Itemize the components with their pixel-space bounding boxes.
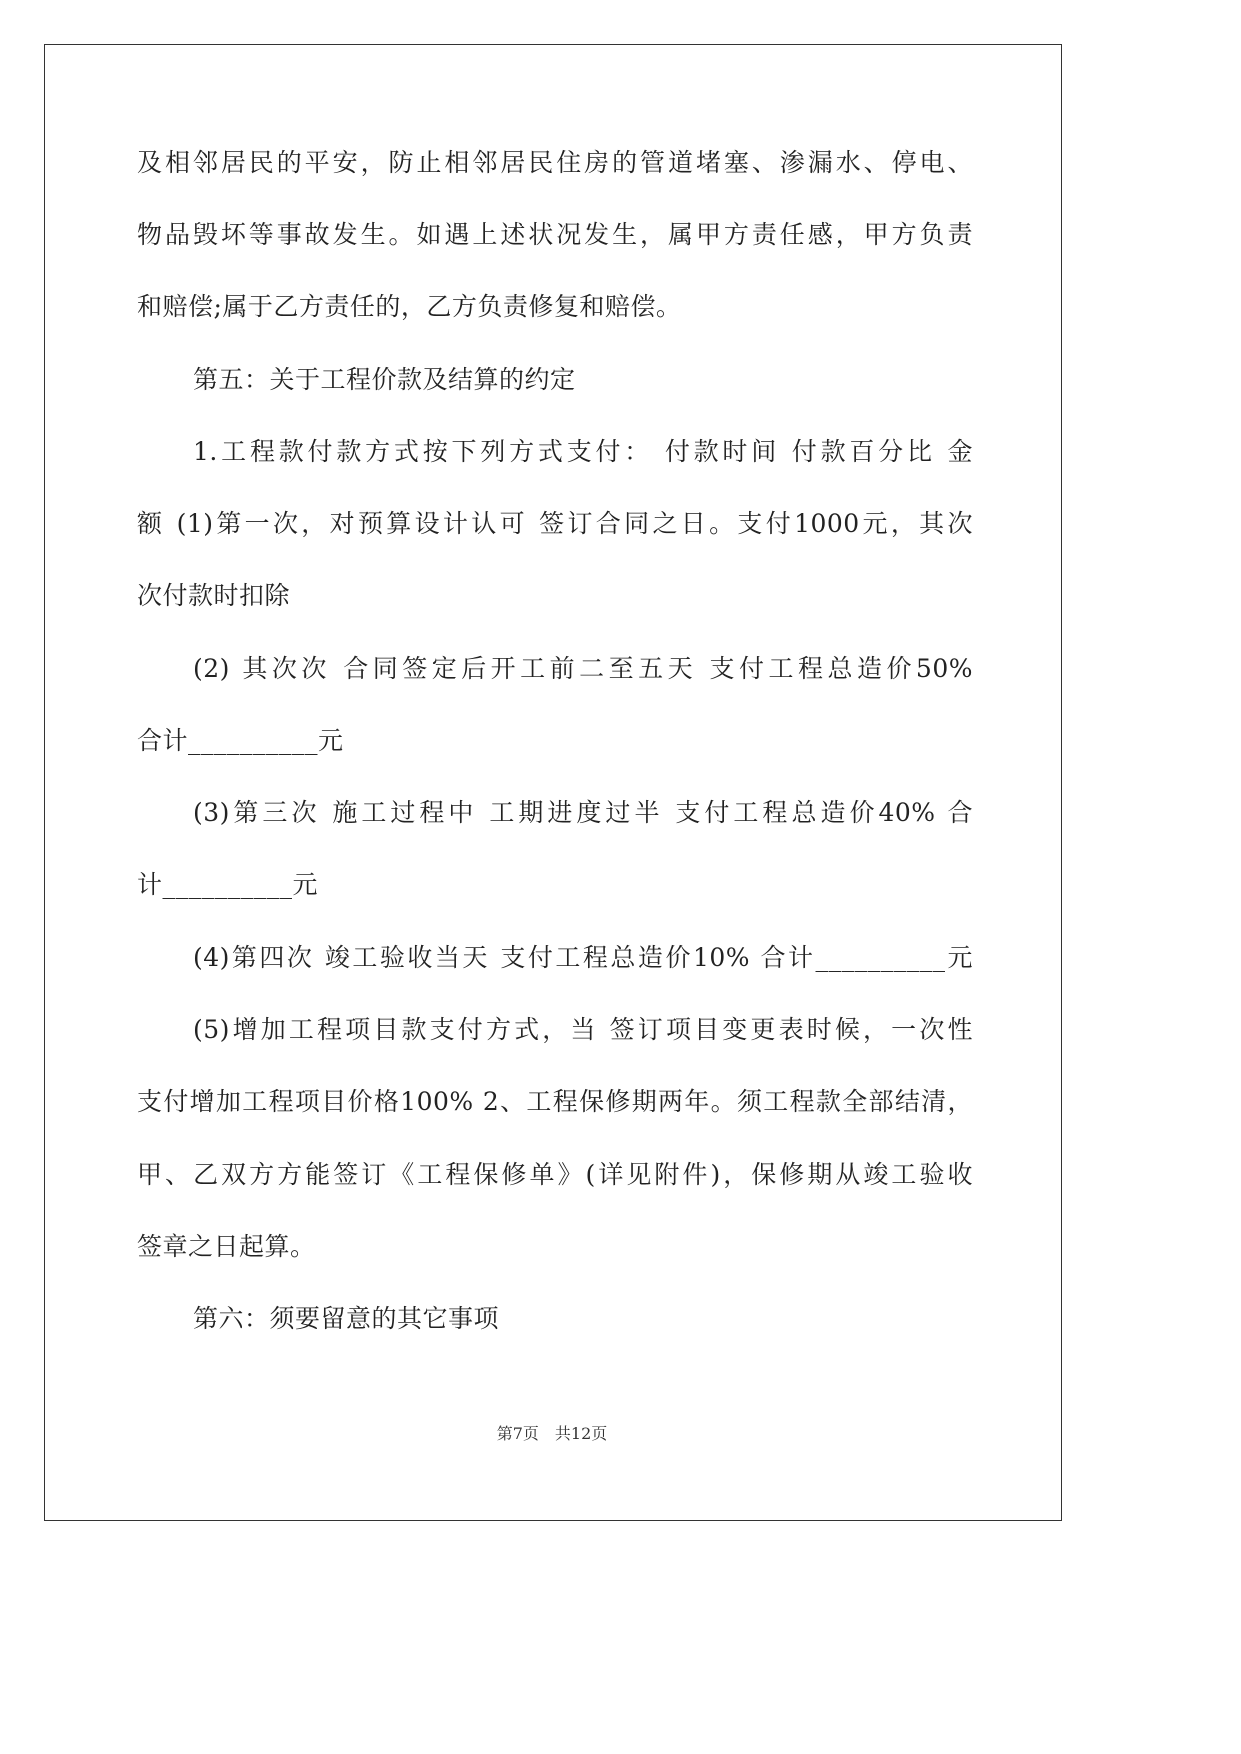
section-heading: 第六：须要留意的其它事项: [193, 1304, 500, 1333]
paragraph-line: (5)增加工程项目款支付方式，当 签订项目变更表时候，一次性: [193, 1015, 973, 1044]
paragraph-line: (2) 其次次 合同签定后开工前二至五天 支付工程总造价50%: [193, 654, 973, 683]
page-number: 第7页 共12页: [496, 1424, 608, 1443]
paragraph-line: (3)第三次 施工过程中 工期进度过半 支付工程总造价40% 合: [193, 798, 973, 827]
paragraph-line: 次付款时扣除: [137, 581, 291, 610]
section-heading: 第五：关于工程价款及结算的约定: [193, 365, 576, 394]
paragraph-line: 甲、乙双方方能签订《工程保修单》(详见附件)，保修期从竣工验收: [137, 1160, 973, 1189]
paragraph-line: (4)第四次 竣工验收当天 支付工程总造价10% 合计__________元: [193, 943, 973, 972]
paragraph-line: 计__________元: [137, 870, 319, 899]
paragraph-line: 合计__________元: [137, 726, 344, 755]
paragraph-line: 支付增加工程项目价格100% 2、工程保修期两年。须工程款全部结清，: [137, 1087, 973, 1116]
paragraph-line: 及相邻居民的平安，防止相邻居民住房的管道堵塞、渗漏水、停电、: [137, 148, 973, 177]
paragraph-line: 物品毁坏等事故发生。如遇上述状况发生，属甲方责任感，甲方负责: [137, 220, 973, 249]
paragraph-line: 和赔偿;属于乙方责任的，乙方负责修复和赔偿。: [137, 292, 682, 321]
paragraph-line: 1.工程款付款方式按下列方式支付： 付款时间 付款百分比 金: [193, 437, 973, 466]
paragraph-line: 签章之日起算。: [137, 1232, 316, 1261]
paragraph-line: 额 (1)第一次，对预算设计认可 签订合同之日。支付1000元，其次: [137, 509, 973, 538]
page-border: [44, 44, 1062, 1521]
